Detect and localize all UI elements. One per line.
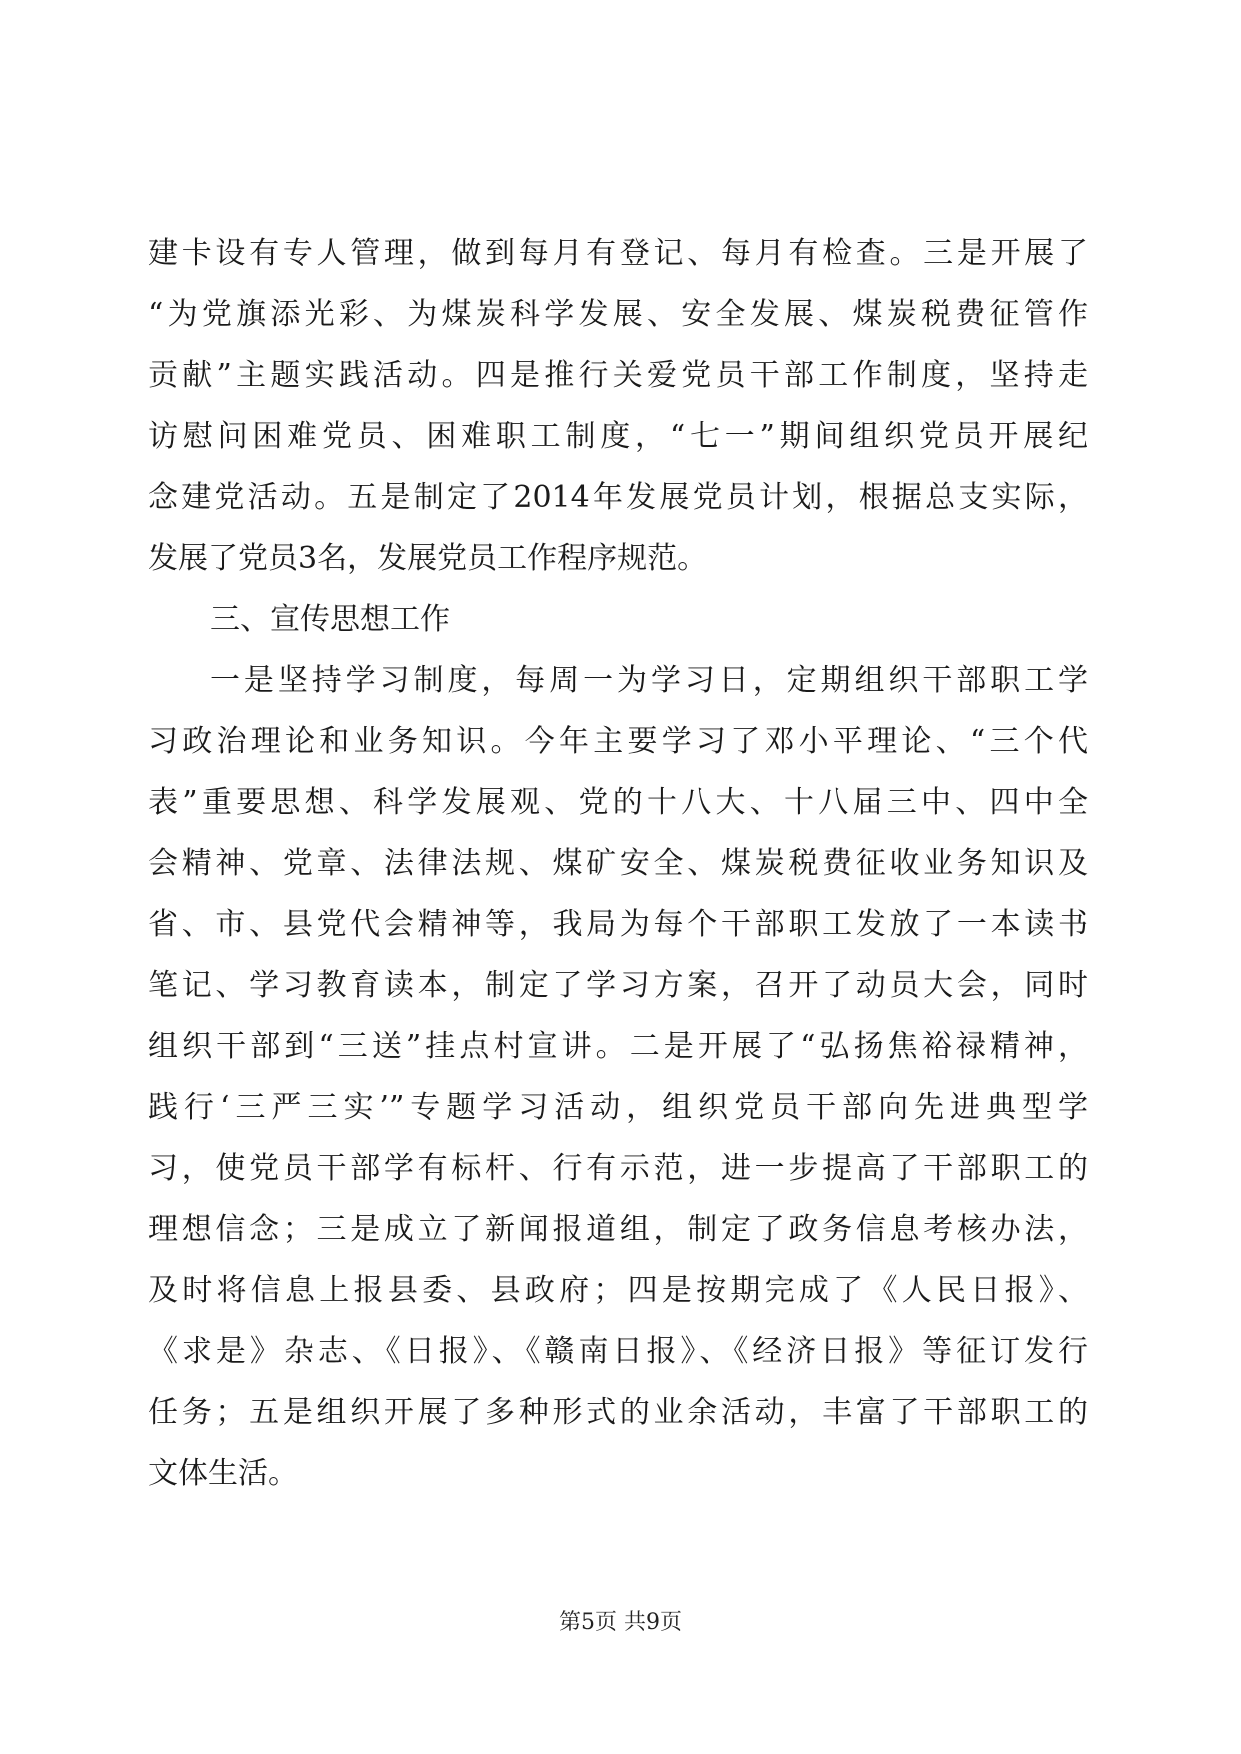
text-line: 表”重要思想、科学发展观、党的十八大、十八届三中、四中全 bbox=[148, 785, 1088, 820]
text-line: 习，使党员干部学有标杆、行有示范，进一步提高了干部职工的 bbox=[148, 1151, 1088, 1186]
text-line: 省、市、县党代会精神等，我局为每个干部职工发放了一本读书 bbox=[148, 907, 1088, 942]
text-line: 一是坚持学习制度，每周一为学习日，定期组织干部职工学 bbox=[210, 663, 1088, 698]
text-line: 文体生活。 bbox=[148, 1456, 298, 1491]
text-line: 理想信念；三是成立了新闻报道组，制定了政务信息考核办法， bbox=[148, 1212, 1088, 1247]
paragraph-propaganda bbox=[148, 650, 1088, 1504]
page-number-footer: 第5页 共9页 bbox=[559, 1610, 682, 1635]
text-line: 念建党活动。五是制定了2014年发展党员计划，根据总支实际， bbox=[148, 480, 1088, 515]
text-line: 习政治理论和业务知识。今年主要学习了邓小平理论、“三个代 bbox=[148, 724, 1088, 759]
text-line: 《求是》杂志、《日报》、《赣南日报》、《经济日报》等征订发行 bbox=[148, 1334, 1088, 1369]
text-line: 会精神、党章、法律法规、煤矿安全、煤炭税费征收业务知识及 bbox=[148, 846, 1088, 881]
text-line: 访慰问困难党员、困难职工制度，“七一”期间组织党员开展纪 bbox=[148, 419, 1088, 454]
text-line: 践行‘三严三实’”专题学习活动，组织党员干部向先进典型学 bbox=[148, 1090, 1088, 1125]
section-heading: 三、宣传思想工作 bbox=[210, 602, 450, 637]
text-line: “为党旗添光彩、为煤炭科学发展、安全发展、煤炭税费征管作 bbox=[148, 297, 1088, 332]
text-line: 发展了党员3名，发展党员工作程序规范。 bbox=[148, 541, 708, 576]
body-text bbox=[148, 223, 1088, 1504]
text-line: 笔记、学习教育读本，制定了学习方案，召开了动员大会，同时 bbox=[148, 968, 1088, 1003]
text-line: 任务；五是组织开展了多种形式的业余活动，丰富了干部职工的 bbox=[148, 1395, 1088, 1430]
text-line: 建卡设有专人管理，做到每月有登记、每月有检查。三是开展了 bbox=[148, 236, 1088, 271]
text-line: 贡献”主题实践活动。四是推行关爱党员干部工作制度，坚持走 bbox=[148, 358, 1088, 393]
text-line: 及时将信息上报县委、县政府；四是按期完成了《人民日报》、 bbox=[148, 1273, 1088, 1308]
text-line: 组织干部到“三送”挂点村宣讲。二是开展了“弘扬焦裕禄精神， bbox=[148, 1029, 1088, 1064]
paragraph-party-building bbox=[148, 223, 1088, 589]
